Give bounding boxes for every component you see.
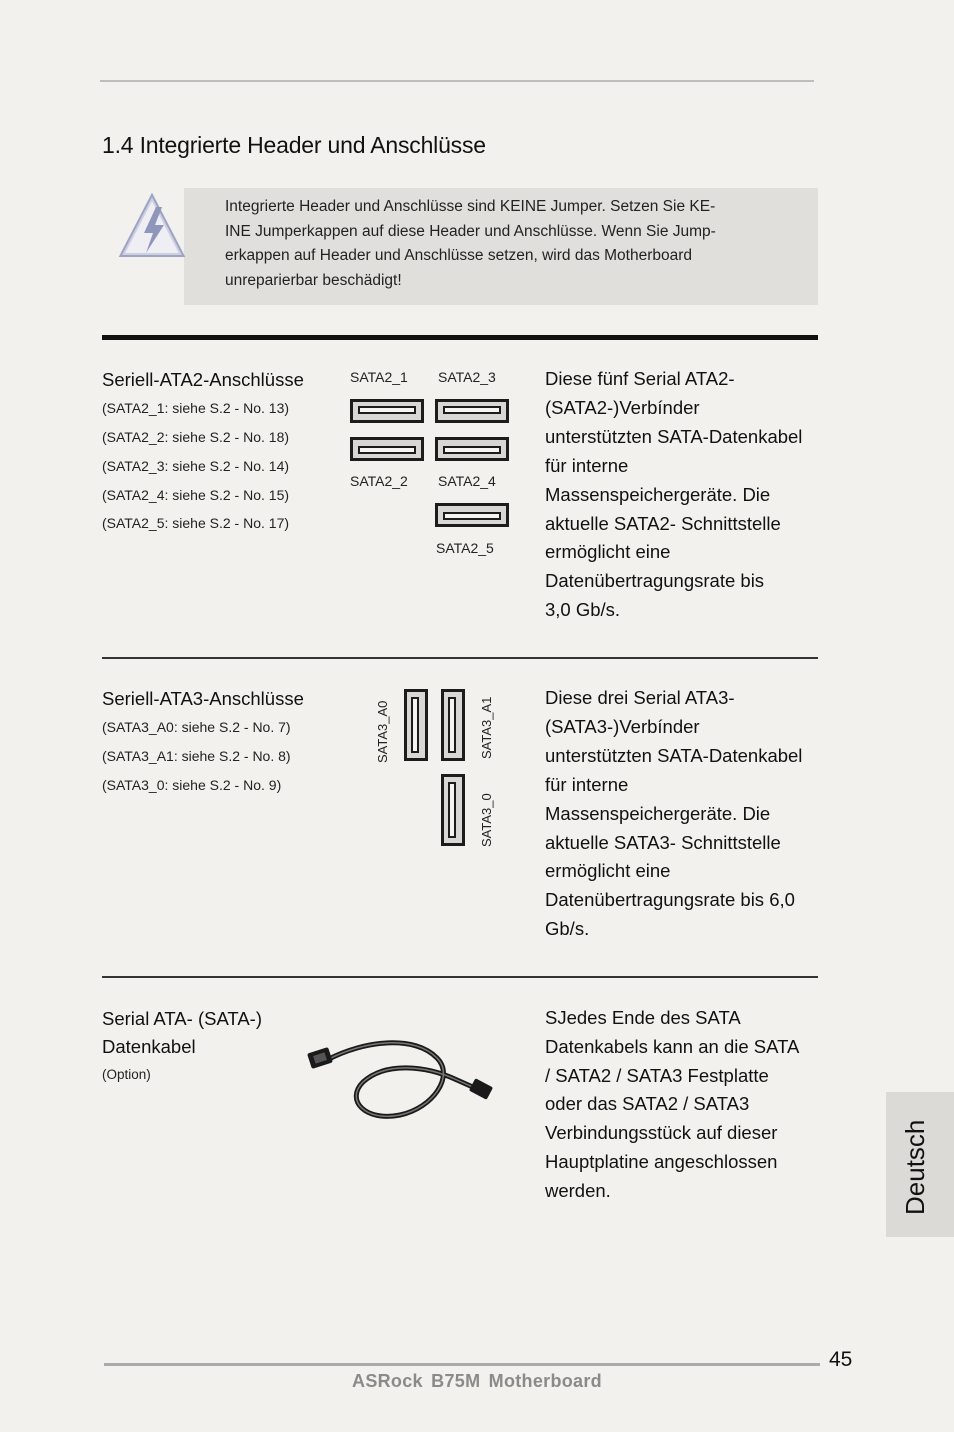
desc-line: 3,0 Gb/s. [545, 599, 621, 621]
desc-line: Diese fünf Serial ATA2- [545, 368, 735, 389]
sata3-a0-label: SATA3_A0 [375, 700, 390, 763]
sata-cable-icon [305, 1030, 495, 1125]
language-tab-label: Deutsch [900, 1119, 930, 1215]
bottom-rule [104, 1363, 820, 1366]
sata2-3-label: SATA2_3 [438, 369, 496, 385]
sata2-ref: (SATA2_1: siehe S.2 - No. 13) [102, 400, 290, 416]
desc-line: (SATA3-)Verbínder [545, 715, 700, 737]
warning-line: unreparierbar beschädigt! [225, 272, 402, 290]
desc-line: Diese drei Serial ATA3- [545, 687, 735, 708]
warning-line: erkappen auf Header und Anschlüsse setzen, wird das Motherboard [225, 247, 693, 265]
desc-line: aktuelle SATA3- Schnittstelle [545, 831, 781, 853]
warning-line: INE Jumperkappen auf diese Header und Anschlüsse. Wenn Sie Jump- [225, 222, 716, 240]
sata3-a0-connector [404, 689, 428, 761]
sata3-0-connector [441, 774, 465, 846]
sata3-title: Seriell-ATA3-Anschlüsse [102, 688, 304, 709]
section-title: 1.4 Integrierte Header und Anschlüsse [102, 132, 486, 158]
desc-line: Datenkabels kann an die SATA [545, 1035, 800, 1057]
sata2-1-connector [350, 399, 424, 423]
page-number: 45 [829, 1348, 853, 1371]
desc-line: Datenübertragungsrate bis [545, 570, 765, 592]
sata3-ref: (SATA3_A0: siehe S.2 - No. 7) [102, 719, 291, 735]
sata2-5-connector [435, 503, 509, 527]
warning-line: Integrierte Header und Anschlüsse sind KEINE Jumper. Setzen Sie KE- [225, 198, 716, 215]
desc-line: (SATA2-)Verbínder [545, 396, 700, 418]
desc-line: / SATA2 / SATA3 Festplatte [545, 1064, 769, 1086]
desc-line: unterstützten SATA-Datenkabel [545, 744, 803, 766]
sata3-a1-label: SATA3_A1 [479, 696, 494, 759]
sata2-3-connector [435, 399, 509, 423]
desc-line: Datenübertragungsrate bis 6,0 [545, 889, 795, 911]
sata2-4-label: SATA2_4 [438, 473, 496, 489]
warning-lightning-icon [116, 193, 186, 259]
desc-line: aktuelle SATA2- Schnittstelle [545, 512, 781, 534]
desc-line: SJedes Ende des SATA [545, 1007, 741, 1028]
sata2-ref: (SATA2_3: siehe S.2 - No. 14) [102, 458, 290, 474]
desc-line: Massenspeichergeräte. Die [545, 483, 771, 505]
sata2-2-label: SATA2_2 [350, 473, 408, 489]
sata2-1-label: SATA2_1 [350, 369, 408, 385]
desc-line: Hauptplatine angeschlossen [545, 1150, 778, 1172]
desc-line: werden. [545, 1179, 611, 1201]
sata2-4-connector [435, 437, 509, 461]
desc-line: ermöglicht eine [545, 860, 671, 882]
warning-text [225, 195, 763, 294]
sata3-0-label: SATA3_0 [479, 793, 494, 847]
section-divider-thick [102, 335, 818, 340]
sata2-ref: (SATA2_2: siehe S.2 - No. 18) [102, 429, 290, 445]
desc-line: für interne [545, 773, 629, 795]
sata2-description [545, 365, 820, 625]
desc-line: Verbindungsstück auf dieser [545, 1122, 778, 1144]
cable-option: (Option) [102, 1067, 151, 1082]
sata3-description [545, 684, 820, 944]
section-divider [102, 657, 818, 659]
sata3-ref: (SATA3_A1: siehe S.2 - No. 8) [102, 748, 291, 764]
footer-title: ASRock B75M Motherboard [352, 1371, 602, 1391]
sata3-ref: (SATA3_0: siehe S.2 - No. 9) [102, 777, 282, 793]
desc-line: unterstützten SATA-Datenkabel [545, 425, 803, 447]
desc-line: für interne [545, 454, 629, 476]
cable-title-line: Datenkabel [102, 1036, 196, 1057]
desc-line: ermöglicht eine [545, 541, 671, 563]
desc-line: oder das SATA2 / SATA3 [545, 1093, 750, 1115]
cable-description [545, 1004, 820, 1206]
sata3-a1-connector [441, 689, 465, 761]
section-divider [102, 976, 818, 978]
sata2-ref: (SATA2_4: siehe S.2 - No. 15) [102, 487, 290, 503]
sata2-title: Seriell-ATA2-Anschlüsse [102, 369, 304, 390]
desc-line: Massenspeichergeräte. Die [545, 802, 771, 824]
sata2-5-label: SATA2_5 [436, 540, 494, 556]
sata2-2-connector [350, 437, 424, 461]
desc-line: Gb/s. [545, 918, 590, 940]
sata2-ref: (SATA2_5: siehe S.2 - No. 17) [102, 515, 290, 531]
cable-title-line: Serial ATA- (SATA-) [102, 1008, 263, 1029]
top-rule [100, 80, 814, 82]
